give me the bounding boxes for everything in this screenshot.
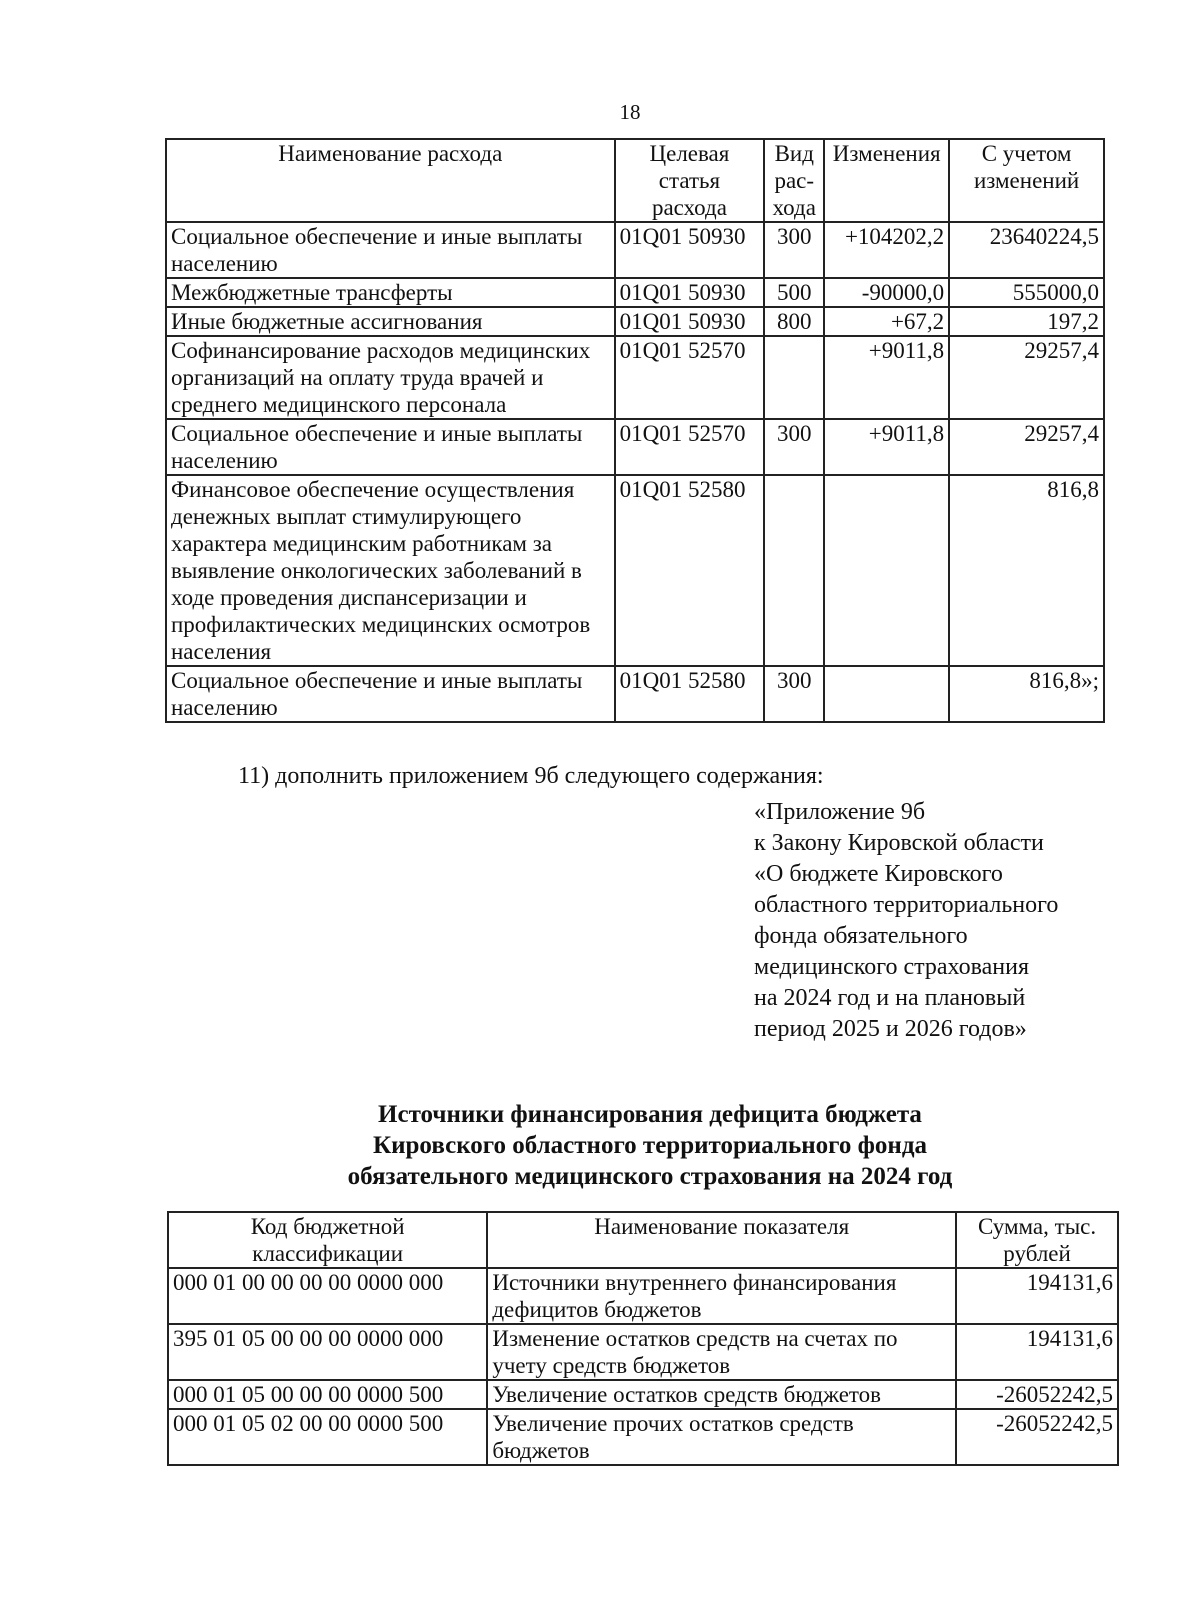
cell-code: 000 01 00 00 00 00 0000 000 [168,1268,487,1324]
cell-sum: -26052242,5 [956,1380,1118,1409]
header-target-article: Целевая статья расхода [615,139,765,222]
cell-article: 01Q01 52580 [615,666,765,722]
cell-change: -90000,0 [824,278,949,307]
header-with-changes: С учетом изменений [949,139,1104,222]
appendix-line: период 2025 и 2026 годов» [754,1016,1027,1042]
cell-change [824,475,949,666]
cell-sum: 194131,6 [956,1268,1118,1324]
appendix-line: областного территориального [754,892,1059,918]
header-expense-name: Наименование расхода [166,139,615,222]
table-row [168,1380,1118,1409]
cell-article: 01Q01 50930 [615,307,765,336]
cell-name: Иные бюджетные ассигнования [166,307,615,336]
cell-indicator: Источники внутреннего финансирования дефицитов бюджетов [487,1268,956,1324]
cell-change [824,666,949,722]
table-row [168,1324,1118,1380]
cell-name: Социальное обеспечение и иные выплаты населению [166,222,615,278]
cell-name: Социальное обеспечение и иные выплаты населению [166,419,615,475]
cell-article: 01Q01 52570 [615,419,765,475]
table-row [166,222,1104,278]
cell-indicator: Увеличение остатков средств бюджетов [487,1380,956,1409]
header-changes: Изменения [824,139,949,222]
cell-name: Межбюджетные трансферты [166,278,615,307]
cell-type: 800 [764,307,824,336]
cell-total: 197,2 [949,307,1104,336]
table-row [166,419,1104,475]
cell-sum: 194131,6 [956,1324,1118,1380]
expenses-table [165,138,1105,723]
table-row [166,336,1104,419]
title-line: обязательного медицинского страхования на 2024 год [347,1163,953,1190]
cell-total: 816,8»; [949,666,1104,722]
table-row [168,1409,1118,1465]
cell-total: 555000,0 [949,278,1104,307]
cell-code: 000 01 05 00 00 00 0000 500 [168,1380,487,1409]
appendix-line: к Закону Кировской области [754,830,1044,856]
item-11-text: 11) дополнить приложением 9б следующего содержания: [238,763,824,789]
cell-code: 395 01 05 00 00 00 0000 000 [168,1324,487,1380]
cell-name: Финансовое обеспечение осуществления денежных выплат стимулирующего характера медицинским работникам за выявление онкологических заболеваний в ходе проведения диспансеризации и профилактических медицинских осмотров населения [166,475,615,666]
header-expense-type: Вид рас-хода [764,139,824,222]
table-row [168,1268,1118,1324]
cell-type: 500 [764,278,824,307]
cell-name: Софинансирование расходов медицинских организаций на оплату труда врачей и среднего медицинского персонала [166,336,615,419]
cell-article: 01Q01 52570 [615,336,765,419]
header-indicator-name: Наименование показателя [487,1212,956,1268]
page-number: 18 [619,100,641,124]
cell-type [764,336,824,419]
cell-change: +67,2 [824,307,949,336]
cell-indicator: Увеличение прочих остатков средств бюджетов [487,1409,956,1465]
cell-total: 29257,4 [949,419,1104,475]
cell-code: 000 01 05 02 00 00 0000 500 [168,1409,487,1465]
cell-type: 300 [764,419,824,475]
cell-article: 01Q01 52580 [615,475,765,666]
cell-name: Социальное обеспечение и иные выплаты населению [166,666,615,722]
appendix-line: «Приложение 9б [754,799,926,825]
expenses-table-header [166,139,1104,222]
header-budget-code: Код бюджетной классификации [168,1212,487,1268]
appendix-line: медицинского страхования [754,954,1030,980]
appendix-line: на 2024 год и на плановый [754,985,1026,1011]
header-sum: Сумма, тыс. рублей [956,1212,1118,1268]
table-row [166,307,1104,336]
appendix-reference [754,797,1058,1045]
appendix-line: фонда обязательного [754,923,968,949]
cell-article: 01Q01 50930 [615,222,765,278]
cell-type: 300 [764,666,824,722]
appendix-line: «О бюджете Кировского [754,861,1003,887]
deficit-sources-table [167,1211,1119,1466]
cell-type: 300 [764,222,824,278]
table-row [166,666,1104,722]
cell-total: 29257,4 [949,336,1104,419]
table-row [166,475,1104,666]
cell-type [764,475,824,666]
cell-sum: -26052242,5 [956,1409,1118,1465]
cell-indicator: Изменение остатков средств на счетах по учету средств бюджетов [487,1324,956,1380]
cell-change: +104202,2 [824,222,949,278]
title-line: Источники финансирования дефицита бюджета [378,1101,922,1128]
cell-change: +9011,8 [824,336,949,419]
section-title [0,1099,1200,1192]
cell-total: 23640224,5 [949,222,1104,278]
table-row [166,278,1104,307]
deficit-table-header [168,1212,1118,1268]
title-line: Кировского областного территориального фонда [373,1132,927,1159]
cell-change: +9011,8 [824,419,949,475]
cell-total: 816,8 [949,475,1104,666]
cell-article: 01Q01 50930 [615,278,765,307]
